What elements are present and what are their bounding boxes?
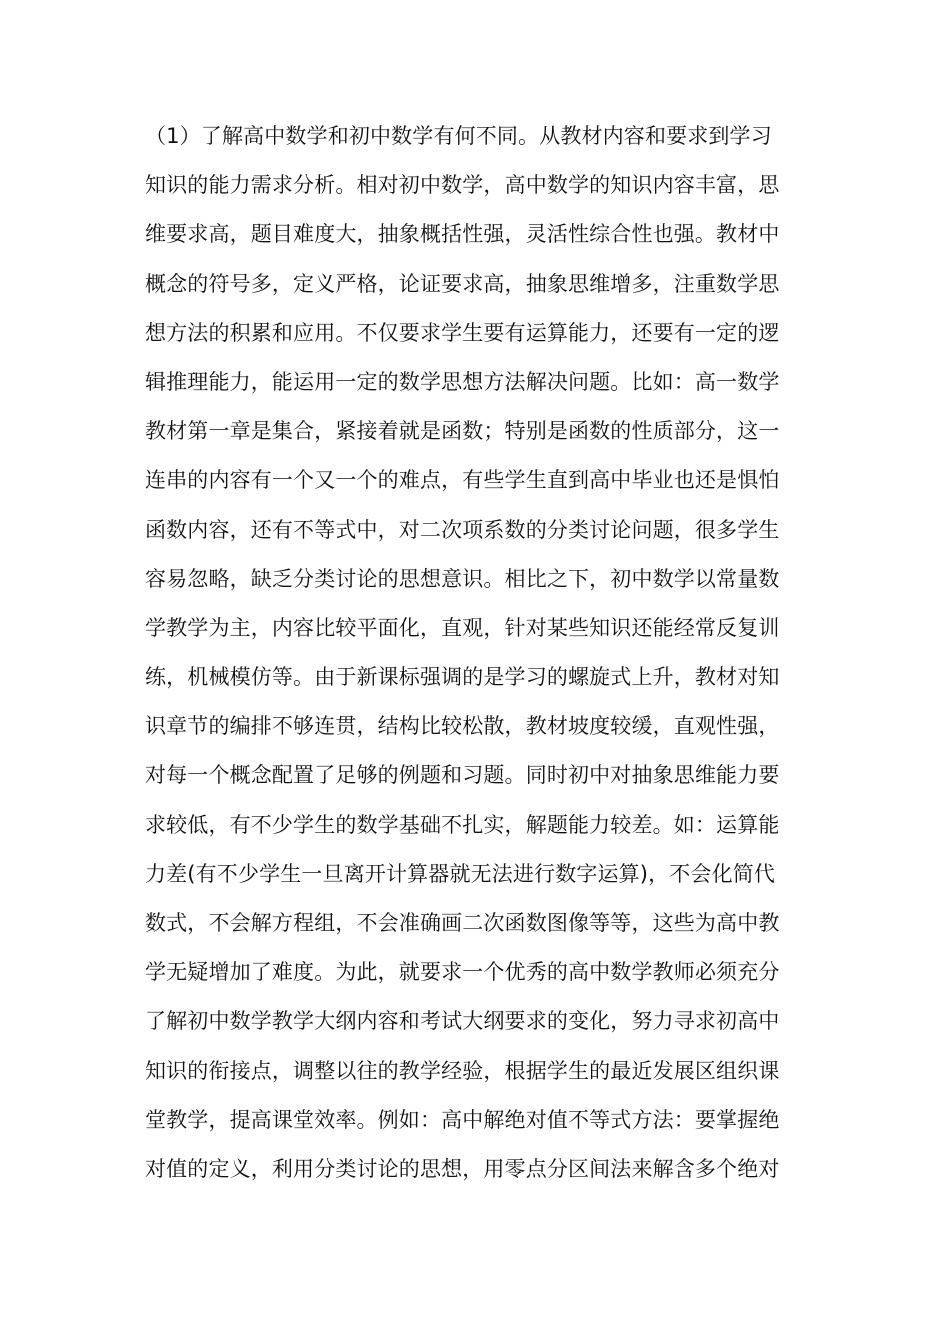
text-line: （1）了解高中数学和初中数学有何不同。从教材内容和要求到学习 bbox=[145, 124, 772, 148]
text-line: 知识的衔接点，调整以往的教学经验，根据学生的最近发展区组织课 bbox=[145, 1058, 780, 1083]
text-line: 维要求高，题目难度大，抽象概括性强，灵活性综合性也强。教材中 bbox=[145, 222, 780, 247]
body-paragraph bbox=[145, 112, 815, 1194]
text-line: 堂教学，提高课堂效率。例如：高中解绝对值不等式方法：要掌握绝 bbox=[145, 1107, 780, 1132]
text-line: 学无疑增加了难度。为此，就要求一个优秀的高中数学教师必须充分 bbox=[145, 960, 780, 985]
text-line: 想方法的积累和应用。不仅要求学生要有运算能力，还要有一定的逻 bbox=[145, 320, 780, 345]
text-line: 教材第一章是集合，紧接着就是函数；特别是函数的性质部分，这一 bbox=[145, 419, 780, 444]
text-line: 数式，不会解方程组，不会准确画二次函数图像等等，这些为高中教 bbox=[145, 911, 780, 935]
text-line: 学教学为主，内容比较平面化，直观，针对某些知识还能经常反复训 bbox=[145, 615, 780, 640]
text-line: 函数内容，还有不等式中，对二次项系数的分类讨论问题，很多学生 bbox=[145, 517, 780, 542]
text-line: 识章节的编排不够连贯，结构比较松散，教材坡度较缓，直观性强， bbox=[145, 714, 780, 739]
text-line: 知识的能力需求分析。相对初中数学，高中数学的知识内容丰富，思 bbox=[145, 173, 780, 198]
text-line: 辑推理能力，能运用一定的数学思想方法解决问题。比如：高一数学 bbox=[145, 369, 780, 394]
text-line: 容易忽略，缺乏分类讨论的思想意识。相比之下，初中数学以常量数 bbox=[145, 566, 780, 591]
text-line: 力差(有不少学生一旦离开计算器就无法进行数字运算)，不会化简代 bbox=[145, 861, 776, 886]
text-line: 对每一个概念配置了足够的例题和习题。同时初中对抽象思维能力要 bbox=[145, 763, 780, 788]
text-line: 连串的内容有一个又一个的难点，有些学生直到高中毕业也还是惧怕 bbox=[145, 468, 780, 493]
text-line: 了解初中数学教学大纲内容和考试大纲要求的变化，努力寻求初高中 bbox=[145, 1009, 780, 1034]
text-line: 求较低，有不少学生的数学基础不扎实，解题能力较差。如：运算能 bbox=[145, 812, 780, 837]
text-line: 练，机械模仿等。由于新课标强调的是学习的螺旋式上升，教材对知 bbox=[145, 665, 780, 690]
text-line: 概念的符号多，定义严格，论证要求高，抽象思维增多，注重数学思 bbox=[145, 271, 780, 296]
text-line: 对值的定义，利用分类讨论的思想，用零点分区间法来解含多个绝对 bbox=[145, 1156, 780, 1181]
